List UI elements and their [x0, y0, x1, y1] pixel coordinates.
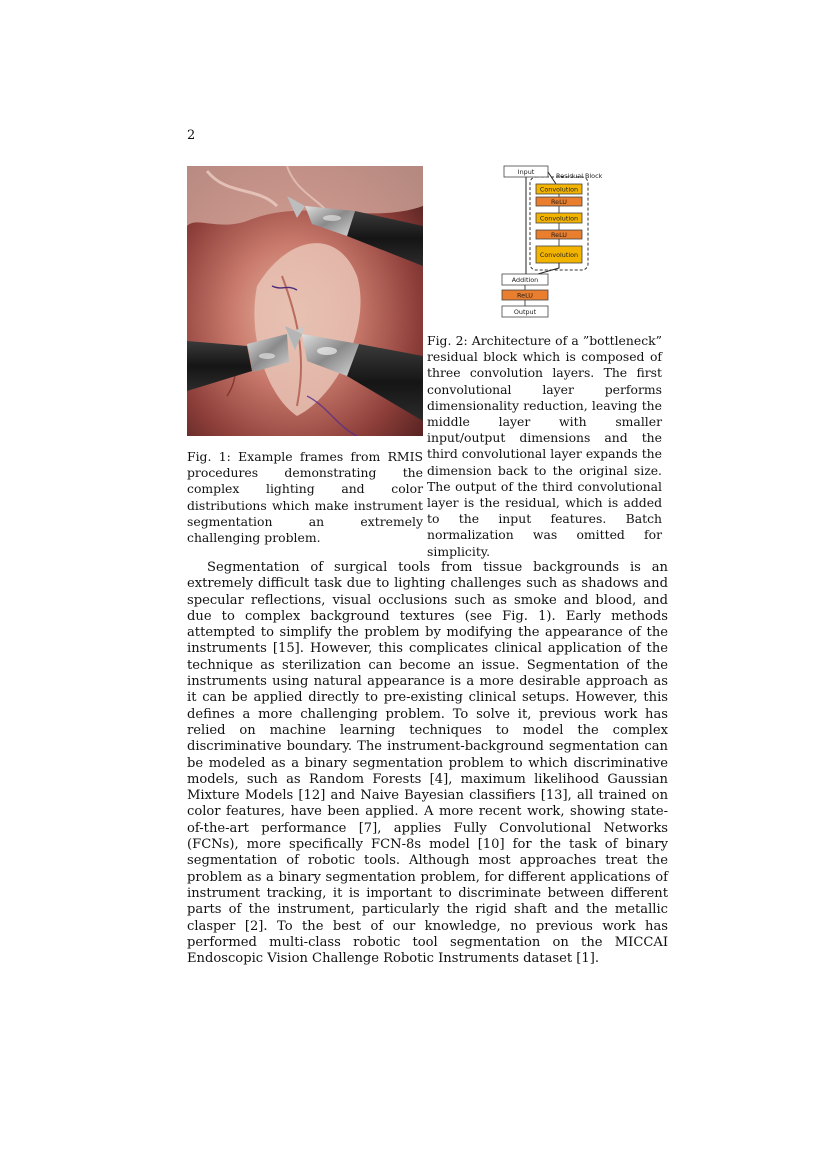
- residual-block-label: Residual Block: [556, 172, 603, 180]
- figure-1-caption-text: Example frames from RMIS procedures demonstrating the complex lighting and color distributions which make instrument segmentation an extremely challenging problem.: [187, 449, 423, 546]
- residual-to-addition-arrow: [538, 263, 559, 274]
- convolution-1-label: Convolution: [539, 185, 579, 194]
- surgical-scene-photo: [187, 166, 423, 436]
- relu-2-label: ReLU: [550, 231, 568, 239]
- figure-2-label: Fig. 2:: [427, 333, 468, 348]
- residual-block-diagram: [498, 162, 603, 322]
- body-text: [187, 560, 668, 967]
- figure-2-caption-text: Architecture of a ”bottleneck” residual block which is composed of three convolution layers. The first convolutional layer performs dimensionality reduction, leaving the middle layer with smaller input/output dimensions and the third convolutional layer expands the dimension back to the original size. The output of the third convolutional layer is the residual, which is added to the input features. Batch normalization was omitted for simplicity.: [427, 333, 662, 559]
- convolution-2-label: Convolution: [539, 214, 579, 223]
- output-label: Output: [513, 308, 537, 316]
- input-to-block-arrow: [548, 172, 556, 184]
- input-label: Input: [517, 168, 535, 176]
- figure-1-caption: [187, 449, 423, 546]
- figure-2-caption: [427, 333, 662, 560]
- page-number: 2: [187, 128, 196, 143]
- relu-1-label: ReLU: [550, 198, 568, 206]
- figure-1-label: Fig. 1:: [187, 449, 231, 464]
- addition-label: Addition: [511, 276, 539, 284]
- relu-output-label: ReLU: [516, 291, 534, 300]
- convolution-3-label: Convolution: [539, 251, 579, 259]
- body-paragraph: Segmentation of surgical tools from tissue backgrounds is an extremely difficult task due to lighting challenges such as shadows and specular reflections, visual occlusions such as smoke and blood, and due to complex background textures (see Fig. 1). Early methods attempted to simplify the problem by modifying the appearance of the instruments [15]. However, this complicates clinical application of the technique as sterilization can become an issue. Segmentation of the instruments using natural appearance is a more desirable approach as it can be applied directly to pre-existing clinical setups. However, this defines a more challenging problem. To solve it, previous work has relied on machine learning techniques to model the complex discriminative boundary. The instrument-background segmentation can be modeled as a binary segmentation problem to which discriminative models, such as Random Forests [4], maximum likelihood Gaussian Mixture Models [12] and Naive Bayesian classifiers [13], all trained on color features, have been applied. A more recent work, showing state-of-the-art performance [7], applies Fully Convolutional Networks (FCNs), more specifically FCN-8s model [10] for the task of binary segmentation of robotic tools. Although most approaches treat the problem as a binary segmentation problem, for different applications of instrument tracking, it is important to discriminate between different parts of the instrument, particularly the rigid shaft and the metallic clasper [2]. To the best of our knowledge, no previous work has performed multi-class robotic tool segmentation on the MICCAI Endoscopic Vision Challenge Robotic Instruments dataset [1].: [187, 560, 668, 967]
